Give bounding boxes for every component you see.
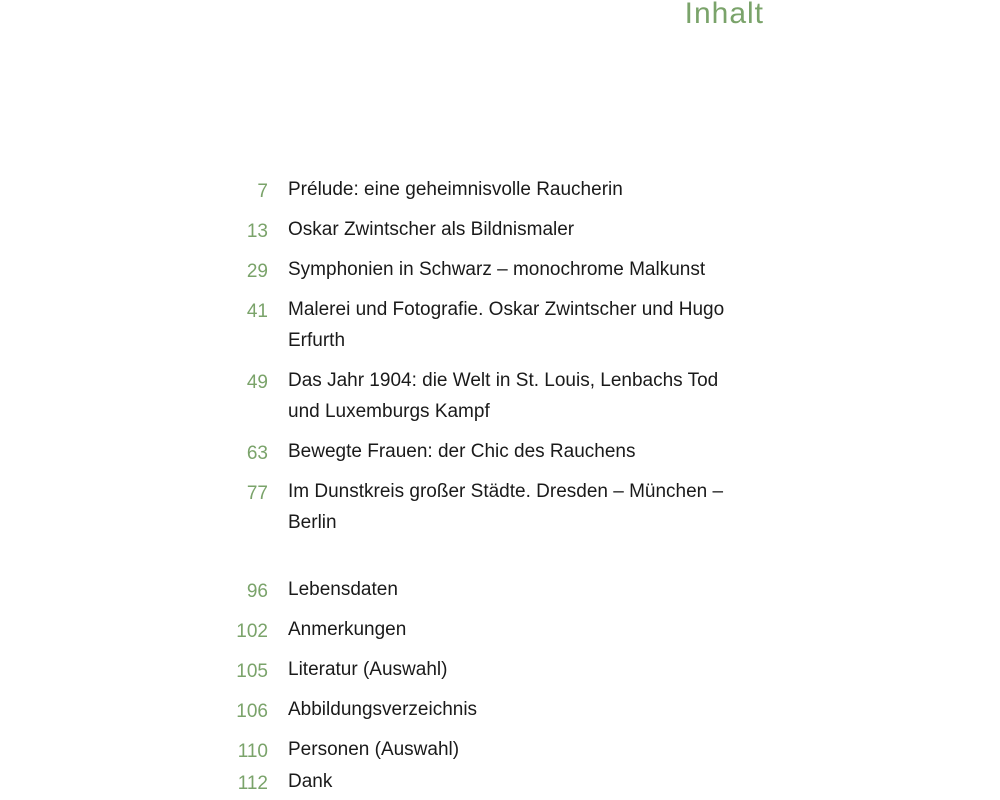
toc-entry-jahr-1904[interactable]	[228, 365, 748, 427]
toc-entry-title: Personen (Auswahl)	[288, 739, 460, 760]
toc-entry-title: Anmerkungen	[288, 619, 407, 640]
toc-entry-title: Symphonien in Schwarz – monochrome Malkunst	[288, 259, 706, 280]
toc-entry-title: Bewegte Frauen: der Chic des Rauchens	[288, 441, 636, 462]
toc-entry-symphonien[interactable]	[228, 254, 748, 287]
toc-page-number: 106	[236, 701, 268, 722]
toc-entry-dank[interactable]	[228, 766, 748, 799]
toc-page-number: 105	[236, 661, 268, 682]
toc-entry-personen[interactable]	[228, 734, 748, 767]
toc-entry-title: Lebensdaten	[288, 579, 398, 600]
toc-entry-title: Literatur (Auswahl)	[288, 659, 448, 680]
toc-page-number: 96	[246, 581, 268, 602]
toc-page-number: 77	[246, 483, 268, 504]
toc-entry-title: Oskar Zwintscher als Bildnismaler	[288, 219, 575, 240]
toc-page-number: 13	[246, 221, 268, 242]
toc-page-number: 112	[237, 773, 268, 794]
toc-entry-title: Das Jahr 1904: die Welt in St. Louis, Lenbachs Tod und Luxemburgs Kampf	[288, 370, 719, 422]
toc-page-number: 63	[246, 443, 268, 464]
toc-page-number: 7	[257, 181, 268, 202]
toc-entry-lebensdaten[interactable]	[228, 574, 748, 607]
toc-entry-literatur[interactable]	[228, 654, 748, 687]
toc-entry-anmerkungen[interactable]	[228, 614, 748, 647]
toc-entry-abbildungsverzeichnis[interactable]	[228, 694, 748, 727]
toc-page-number: 29	[246, 261, 268, 282]
toc-entry-malerei-fotografie[interactable]	[228, 294, 748, 356]
toc-entry-title: Dank	[288, 771, 333, 792]
toc-entry-title: Prélude: eine geheimnisvolle Raucherin	[288, 179, 623, 200]
toc-entry-dunstkreis[interactable]	[228, 476, 748, 538]
toc-entry-prelude[interactable]	[228, 174, 748, 207]
toc-entry-bildnismaler[interactable]	[228, 214, 748, 247]
toc-entry-title: Abbildungsverzeichnis	[288, 699, 478, 720]
toc-page-number: 102	[236, 621, 268, 642]
toc-entry-title: Im Dunstkreis großer Städte. Dresden – München – Berlin	[288, 481, 724, 533]
toc-page-number: 49	[246, 372, 268, 393]
toc-page-number: 41	[246, 301, 268, 322]
toc-entry-title: Malerei und Fotografie. Oskar Zwintscher und Hugo Erfurth	[288, 299, 725, 351]
page-title: Inhalt	[684, 0, 764, 30]
toc-entry-bewegte-frauen[interactable]	[228, 436, 748, 469]
toc-page-number: 110	[237, 741, 268, 762]
